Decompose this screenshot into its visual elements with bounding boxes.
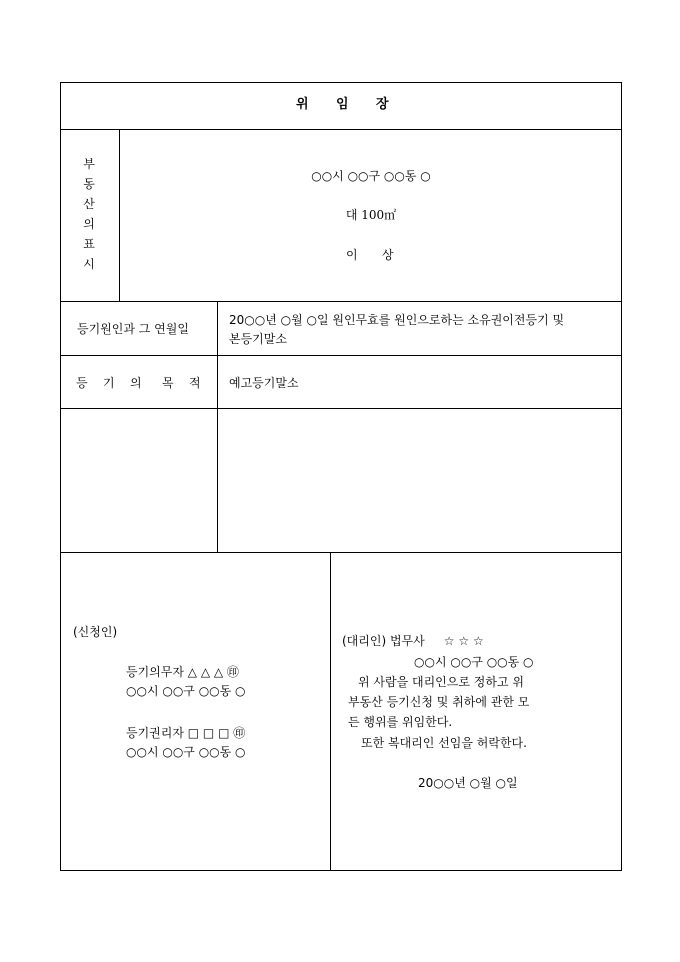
cause-line-2: 본등기말소 bbox=[229, 332, 287, 346]
property-label-char: 시 bbox=[83, 257, 95, 271]
purpose-label-char: 기 bbox=[103, 376, 115, 390]
purpose-label-char: 목 bbox=[162, 376, 174, 390]
applicant-heading: (신청인) bbox=[73, 625, 118, 639]
agent-body-3: 든 행위를 위임한다. bbox=[348, 715, 453, 729]
agent-body-1: 위 사람을 대리인으로 정하고 위 bbox=[358, 675, 524, 689]
property-label-char: 의 bbox=[83, 217, 95, 231]
agent-address: ○○시 ○○구 ○○동 ○ bbox=[414, 655, 534, 669]
property-label-char: 표 bbox=[83, 237, 95, 251]
holder-address: ○○시 ○○구 ○○동 ○ bbox=[126, 745, 246, 759]
property-address: ○○시 ○○구 ○○동 ○ bbox=[311, 169, 431, 183]
rule-under-purpose bbox=[60, 408, 622, 409]
title-char-1: 위 bbox=[296, 97, 309, 112]
property-label-char: 동 bbox=[83, 177, 95, 191]
rule-label-column bbox=[217, 301, 218, 552]
rule-under-cause bbox=[60, 355, 622, 356]
property-end-char: 상 bbox=[382, 248, 394, 262]
purpose-label-char: 적 bbox=[189, 376, 201, 390]
cause-line-1: 20○○년 ○월 ○일 원인무효를 원인으로하는 소유권이전등기 및 bbox=[229, 313, 565, 327]
rule-under-property bbox=[60, 301, 622, 302]
obligor-address: ○○시 ○○구 ○○동 ○ bbox=[126, 684, 246, 698]
property-label-char: 부 bbox=[83, 157, 95, 171]
agent-date: 20○○년 ○월 ○일 bbox=[418, 776, 518, 790]
holder-line: 등기권리자 □ □ □ ㊞ bbox=[126, 726, 246, 740]
purpose-label-char: 등 bbox=[76, 376, 88, 390]
rule-bottom-split bbox=[330, 552, 331, 871]
title-char-3: 장 bbox=[376, 97, 389, 112]
agent-body-4: 또한 복대리인 선임을 허락한다. bbox=[361, 736, 527, 750]
purpose-value: 예고등기말소 bbox=[229, 376, 299, 390]
rule-under-blank bbox=[60, 552, 622, 553]
title-char-2: 임 bbox=[336, 97, 349, 112]
page-title bbox=[60, 98, 622, 114]
property-label-char: 산 bbox=[83, 197, 95, 211]
agent-title-line: (대리인) 법무사 ☆ ☆ ☆ bbox=[342, 634, 484, 648]
purpose-label-char: 의 bbox=[130, 376, 142, 390]
property-end-char: 이 bbox=[346, 248, 358, 262]
purpose-label bbox=[76, 377, 206, 391]
obligor-line: 등기의무자 △ △ △ ㊞ bbox=[126, 665, 239, 679]
rule-under-title bbox=[60, 129, 622, 130]
cause-label: 등기원인과 그 연월일 bbox=[77, 322, 189, 336]
agent-body-2: 부동산 등기신청 및 취하에 관한 모 bbox=[348, 695, 530, 709]
property-land: 대 100㎡ bbox=[345, 208, 397, 222]
property-end bbox=[120, 249, 622, 263]
